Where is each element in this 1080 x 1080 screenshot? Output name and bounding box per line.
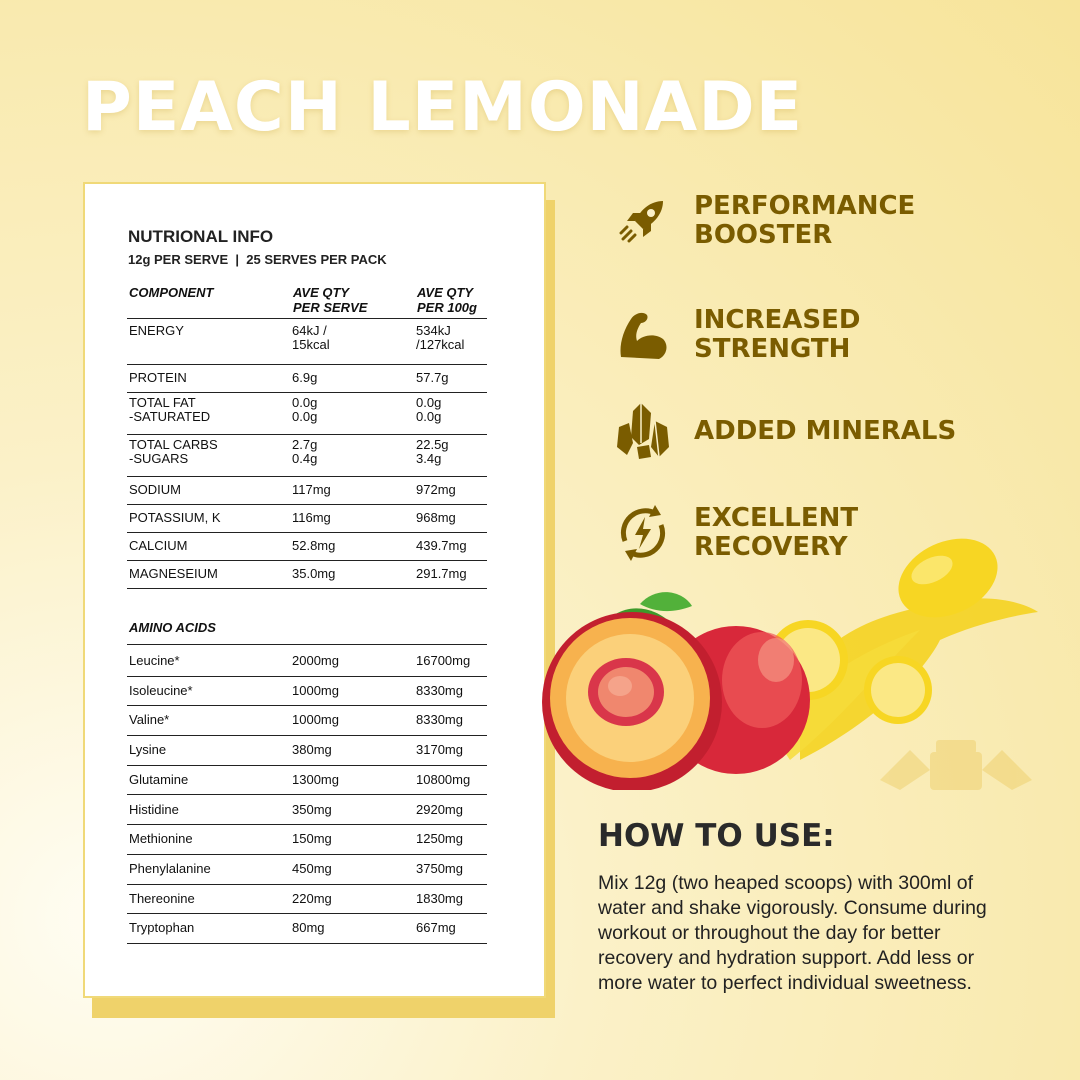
- table-row: [127, 824, 487, 855]
- feature-minerals: [610, 398, 956, 464]
- table-row: [127, 913, 487, 944]
- per-100g-cell: 667mg: [416, 920, 456, 936]
- component-cell: Phenylalanine: [129, 860, 211, 876]
- per-serve-cell: 52.8mg: [292, 538, 336, 553]
- per-serve-cell: 1000mg: [292, 682, 339, 698]
- flexed-arm-icon: [610, 302, 676, 368]
- feature-performance: [610, 188, 915, 254]
- component-cell: Histidine: [129, 801, 179, 817]
- table-row: [127, 392, 487, 435]
- table-row: [127, 434, 487, 477]
- per-100g-cell: 1830mg: [416, 890, 463, 906]
- component-cell: Leucine*: [129, 653, 180, 668]
- per-serve-cell: 2.7g 0.4g: [292, 437, 318, 466]
- component-cell: CALCIUM: [129, 538, 188, 553]
- per-serve-cell: 116mg: [292, 510, 331, 525]
- per-100g-cell: 291.7mg: [416, 566, 467, 581]
- how-to-use-title: HOW TO USE:: [598, 818, 835, 854]
- per-100g-cell: 8330mg: [416, 682, 463, 698]
- component-cell: Thereonine: [129, 890, 195, 906]
- per-100g-cell: 10800mg: [416, 771, 471, 787]
- feature-label: ADDED MINERALS: [694, 415, 957, 446]
- component-cell: ENERGY: [129, 323, 184, 338]
- rocket-icon: [610, 188, 676, 254]
- per-100g-cell: 0.0g 0.0g: [416, 395, 442, 424]
- component-cell: TOTAL CARBS -SUGARS: [129, 437, 218, 466]
- per-serve-cell: 1000mg: [292, 712, 339, 728]
- per-100g-cell: 3170mg: [416, 742, 463, 758]
- header-divider: [127, 318, 487, 319]
- feature-label: PERFORMANCE BOOSTER: [694, 191, 916, 250]
- table-row: [127, 676, 487, 707]
- per-100g-cell: 972mg: [416, 482, 456, 497]
- component-cell: PROTEIN: [129, 370, 187, 385]
- component-cell: MAGNESEIUM: [129, 566, 218, 581]
- table-row: [127, 795, 487, 826]
- header-component: COMPONENT: [129, 285, 214, 300]
- per-serve-cell: 6.9g: [292, 370, 318, 385]
- table-row: [127, 854, 487, 885]
- table-row: [127, 735, 487, 766]
- component-cell: Isoleucine*: [129, 682, 193, 698]
- component-cell: Lysine: [129, 742, 167, 758]
- per-100g-cell: 2920mg: [416, 801, 463, 817]
- per-100g-cell: 16700mg: [416, 653, 471, 668]
- per-serve-cell: 35.0mg: [292, 566, 336, 581]
- per-serve-cell: 117mg: [292, 482, 331, 497]
- per-100g-cell: 534kJ /127kcal: [416, 323, 465, 352]
- page-title: PEACH LEMONADE: [82, 68, 804, 147]
- per-serve-cell: 80mg: [292, 920, 325, 936]
- how-to-use-body: Mix 12g (two heaped scoops) with 300ml of water and shake vigorously. Consume during workout or throughout the day for better recovery and hydration support. Add less or more water to perfect individual sweetness.: [598, 872, 987, 994]
- table-row: [127, 705, 487, 736]
- component-cell: Glutamine: [129, 771, 189, 787]
- table-row: [127, 560, 487, 589]
- amino-acids-title: AMINO ACIDS: [129, 620, 216, 635]
- per-serve-cell: 150mg: [292, 831, 332, 847]
- per-serve-cell: 0.0g 0.0g: [292, 395, 318, 424]
- per-100g-cell: 22.5g 3.4g: [416, 437, 449, 466]
- table-row: [127, 504, 487, 533]
- table-row: [127, 884, 487, 915]
- per-100g-cell: 8330mg: [416, 712, 463, 728]
- feature-strength: [610, 302, 861, 368]
- table-row: [127, 765, 487, 796]
- per-serve-cell: 2000mg: [292, 653, 339, 668]
- component-cell: Valine*: [129, 712, 170, 728]
- per-serve-cell: 380mg: [292, 742, 332, 758]
- per-serve-cell: 1300mg: [292, 771, 339, 787]
- nutrition-subtitle: 12g PER SERVE | 25 SERVES PER PACK: [128, 252, 387, 267]
- component-cell: POTASSIUM, K: [129, 510, 221, 525]
- component-cell: Tryptophan: [129, 920, 195, 936]
- amino-divider: [127, 644, 487, 645]
- table-row: [127, 646, 487, 677]
- component-cell: SODIUM: [129, 482, 181, 497]
- table-row: [127, 532, 487, 561]
- per-100g-cell: 968mg: [416, 510, 456, 525]
- per-100g-cell: 439.7mg: [416, 538, 467, 553]
- nutrition-title: NUTRIONAL INFO: [128, 227, 274, 246]
- table-row: [127, 476, 487, 505]
- component-cell: TOTAL FAT -SATURATED: [129, 395, 211, 424]
- feature-label: EXCELLENT RECOVERY: [694, 503, 859, 562]
- crystals-icon: [610, 398, 676, 464]
- per-serve-cell: 220mg: [292, 890, 332, 906]
- component-cell: Methionine: [129, 831, 193, 847]
- per-100g-cell: 3750mg: [416, 860, 463, 876]
- per-100g-cell: 57.7g: [416, 370, 449, 385]
- per-100g-cell: 1250mg: [416, 831, 463, 847]
- per-serve-cell: 64kJ / 15kcal: [292, 323, 330, 352]
- table-row: [127, 364, 487, 393]
- table-row: [127, 320, 487, 365]
- per-serve-cell: 350mg: [292, 801, 332, 817]
- header-per-serve: AVE QTY PER SERVE: [293, 285, 368, 315]
- header-per-100g: AVE QTY PER 100g: [417, 285, 477, 315]
- feature-label: INCREASED STRENGTH: [694, 305, 861, 364]
- peach-lemon-illustration: [540, 530, 1050, 790]
- per-serve-cell: 450mg: [292, 860, 332, 876]
